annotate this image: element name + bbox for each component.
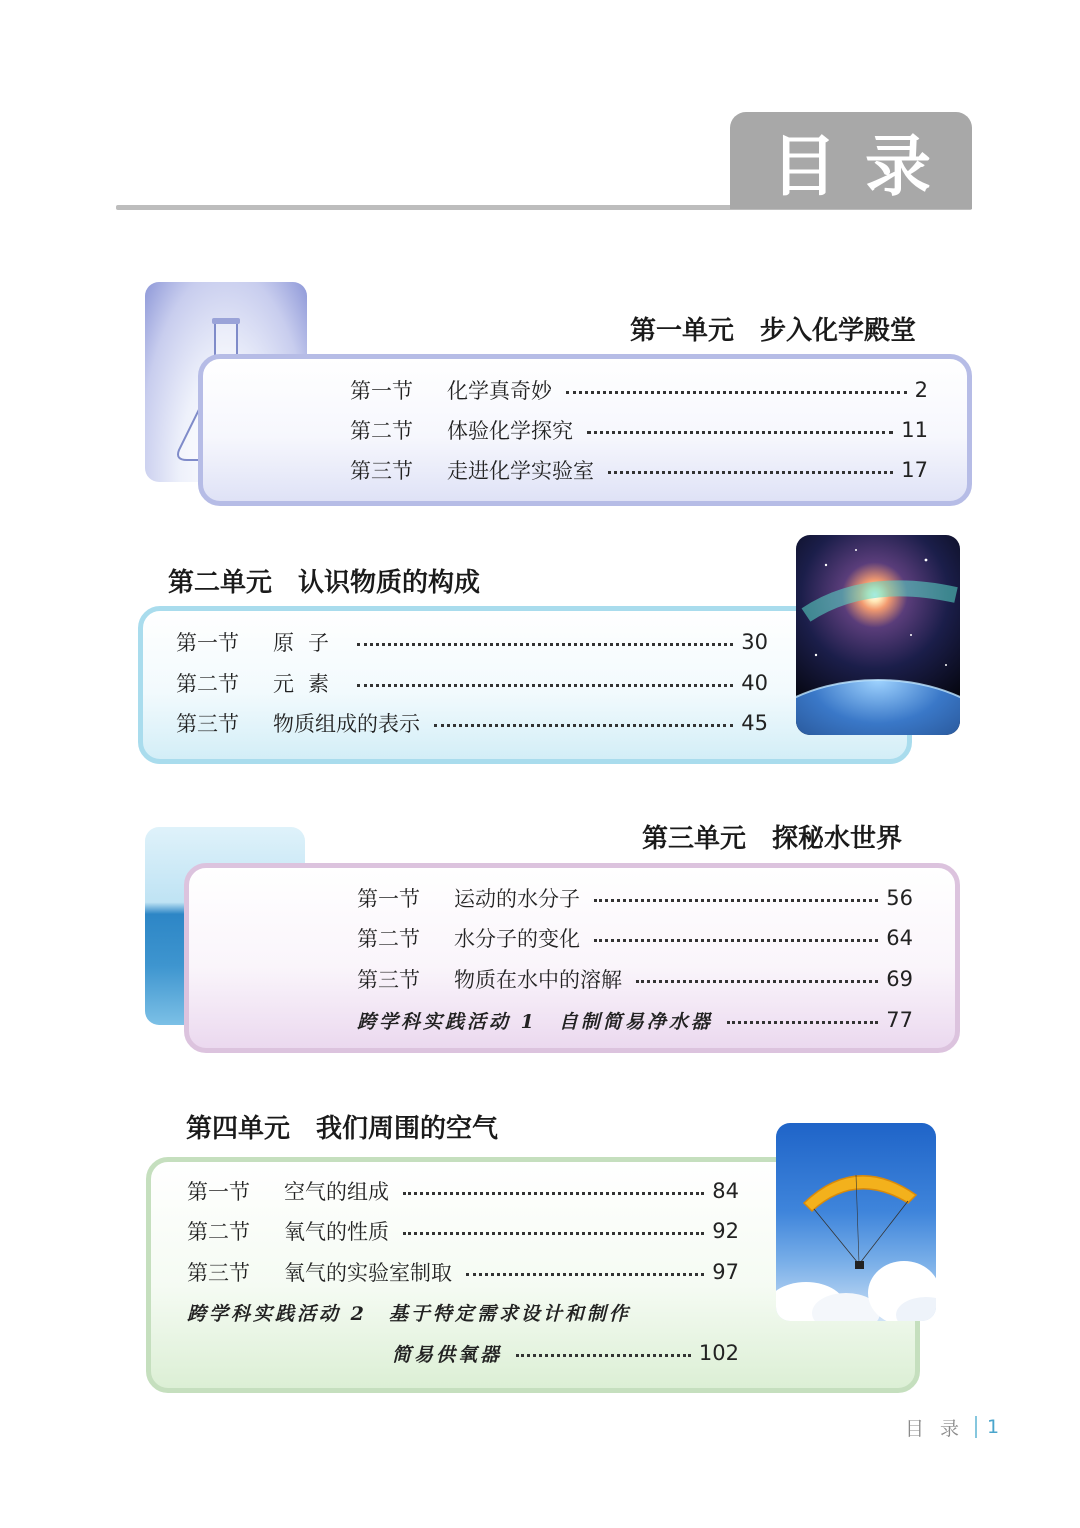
page-number: 11 <box>901 418 928 442</box>
page-title: 目录 <box>771 128 959 205</box>
header-tab <box>730 112 972 209</box>
activity-entry-line1[interactable] <box>187 1297 739 1327</box>
unit-4-title: 第四单元 我们周围的空气 <box>186 1114 499 1144</box>
section-number: 第二节 <box>176 672 239 696</box>
footer-title: 目录 <box>905 1417 976 1440</box>
footer-divider <box>975 1416 977 1438</box>
section-number: 第一节 <box>176 631 239 655</box>
paraglider-in-sky-image <box>776 1123 936 1321</box>
dot-leader <box>403 1192 704 1195</box>
toc-entry[interactable] <box>187 1257 739 1287</box>
activity-name: 跨学科实践活动 1 自制简易净水器 <box>357 1010 713 1033</box>
toc-entry[interactable] <box>187 1176 739 1206</box>
toc-entry[interactable] <box>357 923 913 953</box>
page-number: 69 <box>886 967 913 991</box>
section-name: 物质在水中的溶解 <box>454 968 622 992</box>
toc-entry[interactable] <box>187 1216 739 1246</box>
section-number: 第二节 <box>187 1220 250 1244</box>
section-name: 空气的组成 <box>284 1180 389 1204</box>
dot-leader <box>608 471 893 474</box>
activity-name-continued: 简易供氧器 <box>392 1343 503 1366</box>
section-name: 走进化学实验室 <box>447 459 594 483</box>
unit-3-title: 第三单元 探秘水世界 <box>642 824 903 854</box>
section-number: 第三节 <box>350 459 413 483</box>
toc-entry[interactable] <box>357 883 913 913</box>
toc-entry[interactable] <box>350 415 928 445</box>
dot-leader <box>566 391 907 394</box>
page-number: 77 <box>886 1008 913 1032</box>
activity-entry[interactable] <box>357 1005 913 1035</box>
section-name: 运动的水分子 <box>454 887 580 911</box>
section-name: 原子 <box>273 631 343 655</box>
dot-leader <box>594 899 878 902</box>
dot-leader <box>403 1232 704 1235</box>
dot-leader <box>727 1021 878 1024</box>
section-name: 氧气的实验室制取 <box>284 1261 452 1285</box>
page-number: 30 <box>741 630 768 654</box>
page-number: 2 <box>914 378 928 402</box>
section-number: 第一节 <box>350 379 413 403</box>
page-number: 45 <box>741 711 768 735</box>
section-name: 化学真奇妙 <box>447 379 552 403</box>
section-name: 氧气的性质 <box>284 1220 389 1244</box>
dot-leader <box>357 684 733 687</box>
page-number: 97 <box>712 1260 739 1284</box>
toc-entry[interactable] <box>176 708 768 738</box>
section-number: 第一节 <box>187 1180 250 1204</box>
activity-entry-line2[interactable] <box>392 1338 739 1368</box>
section-name: 水分子的变化 <box>454 927 580 951</box>
section-number: 第三节 <box>176 712 239 736</box>
dot-leader <box>516 1354 691 1357</box>
section-number: 第三节 <box>187 1261 250 1285</box>
section-name: 元素 <box>273 672 343 696</box>
page-number: 56 <box>886 886 913 910</box>
page-number: 84 <box>712 1179 739 1203</box>
section-name: 物质组成的表示 <box>273 712 420 736</box>
dot-leader <box>587 431 893 434</box>
toc-entry[interactable] <box>176 668 768 698</box>
unit-1-title: 第一单元 步入化学殿堂 <box>630 316 917 346</box>
dot-leader <box>636 980 878 983</box>
activity-name: 跨学科实践活动 2 基于特定需求设计和制作 <box>187 1302 631 1325</box>
page-footer <box>905 1413 999 1441</box>
dot-leader <box>357 643 733 646</box>
dot-leader <box>594 939 878 942</box>
toc-entry[interactable] <box>357 964 913 994</box>
dot-leader <box>434 724 733 727</box>
galaxy-over-earth-image <box>796 535 960 735</box>
page-number: 102 <box>698 1341 739 1365</box>
unit-2-title: 第二单元 认识物质的构成 <box>168 568 481 598</box>
dot-leader <box>466 1273 704 1276</box>
toc-entry[interactable] <box>350 375 928 405</box>
section-number: 第二节 <box>350 419 413 443</box>
footer-page-number: 1 <box>987 1416 1000 1438</box>
page-number: 92 <box>712 1219 739 1243</box>
section-number: 第三节 <box>357 968 420 992</box>
section-number: 第二节 <box>357 927 420 951</box>
page-number: 64 <box>886 926 913 950</box>
section-name: 体验化学探究 <box>447 419 573 443</box>
page-number: 40 <box>741 671 768 695</box>
section-number: 第一节 <box>357 887 420 911</box>
toc-entry[interactable] <box>350 455 928 485</box>
page-number: 17 <box>901 458 928 482</box>
toc-entry[interactable] <box>176 627 768 657</box>
